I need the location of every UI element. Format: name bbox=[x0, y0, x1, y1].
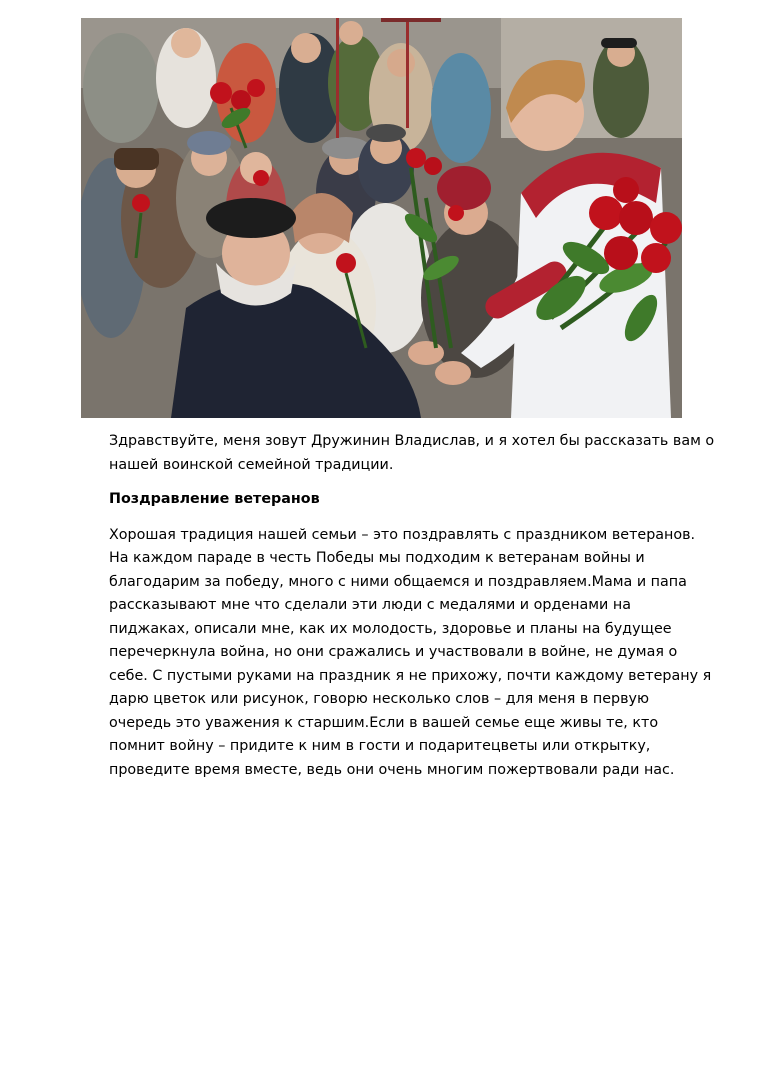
photo-illustration bbox=[81, 18, 682, 418]
document-text bbox=[109, 430, 719, 782]
body-line: проведите время вместе, ведь они очень многим пожертвовали ради нас. bbox=[109, 761, 675, 778]
body-line: Хорошая традиция нашей семьи – это поздравлять с праздником ветеранов. bbox=[109, 526, 696, 543]
body-line: рассказывают мне что сделали эти люди с медалями и орденами на bbox=[109, 597, 631, 613]
veterans-photo bbox=[81, 18, 682, 418]
body-line: помнит войну – придите к ним в гости и подаритецветы или открытку, bbox=[109, 738, 651, 754]
body-line: дарю цветок или рисунок, говорю несколько слов – для меня в первую bbox=[109, 691, 650, 707]
body-line: благодарим за победу, много с ними общаемся и поздравляем.Мама и папа bbox=[109, 573, 687, 590]
intro-line: Здравствуйте, меня зовут Дружинин Владислав, и я хотел бы рассказать вам о bbox=[109, 433, 715, 449]
intro-line: нашей воинской семейной традиции. bbox=[109, 456, 394, 473]
intro-paragraph bbox=[109, 430, 719, 477]
body-line: себе. С пустыми руками на праздник я не прихожу, почти каждому ветерану я bbox=[109, 667, 712, 684]
body-line: На каждом параде в честь Победы мы подходим к ветеранам войны и bbox=[109, 550, 645, 566]
body-line: очередь это уважения к старшим.Если в вашей семье еще живы те, кто bbox=[109, 714, 659, 731]
section-heading: Поздравление ветеранов bbox=[109, 491, 320, 507]
body-line: перечеркнула война, но они сражались и участвовали в войне, не думая о bbox=[109, 644, 678, 660]
body-line: пиджаках, описали мне, как их молодость, здоровье и планы на будущее bbox=[109, 620, 672, 637]
body-paragraph bbox=[109, 524, 719, 783]
